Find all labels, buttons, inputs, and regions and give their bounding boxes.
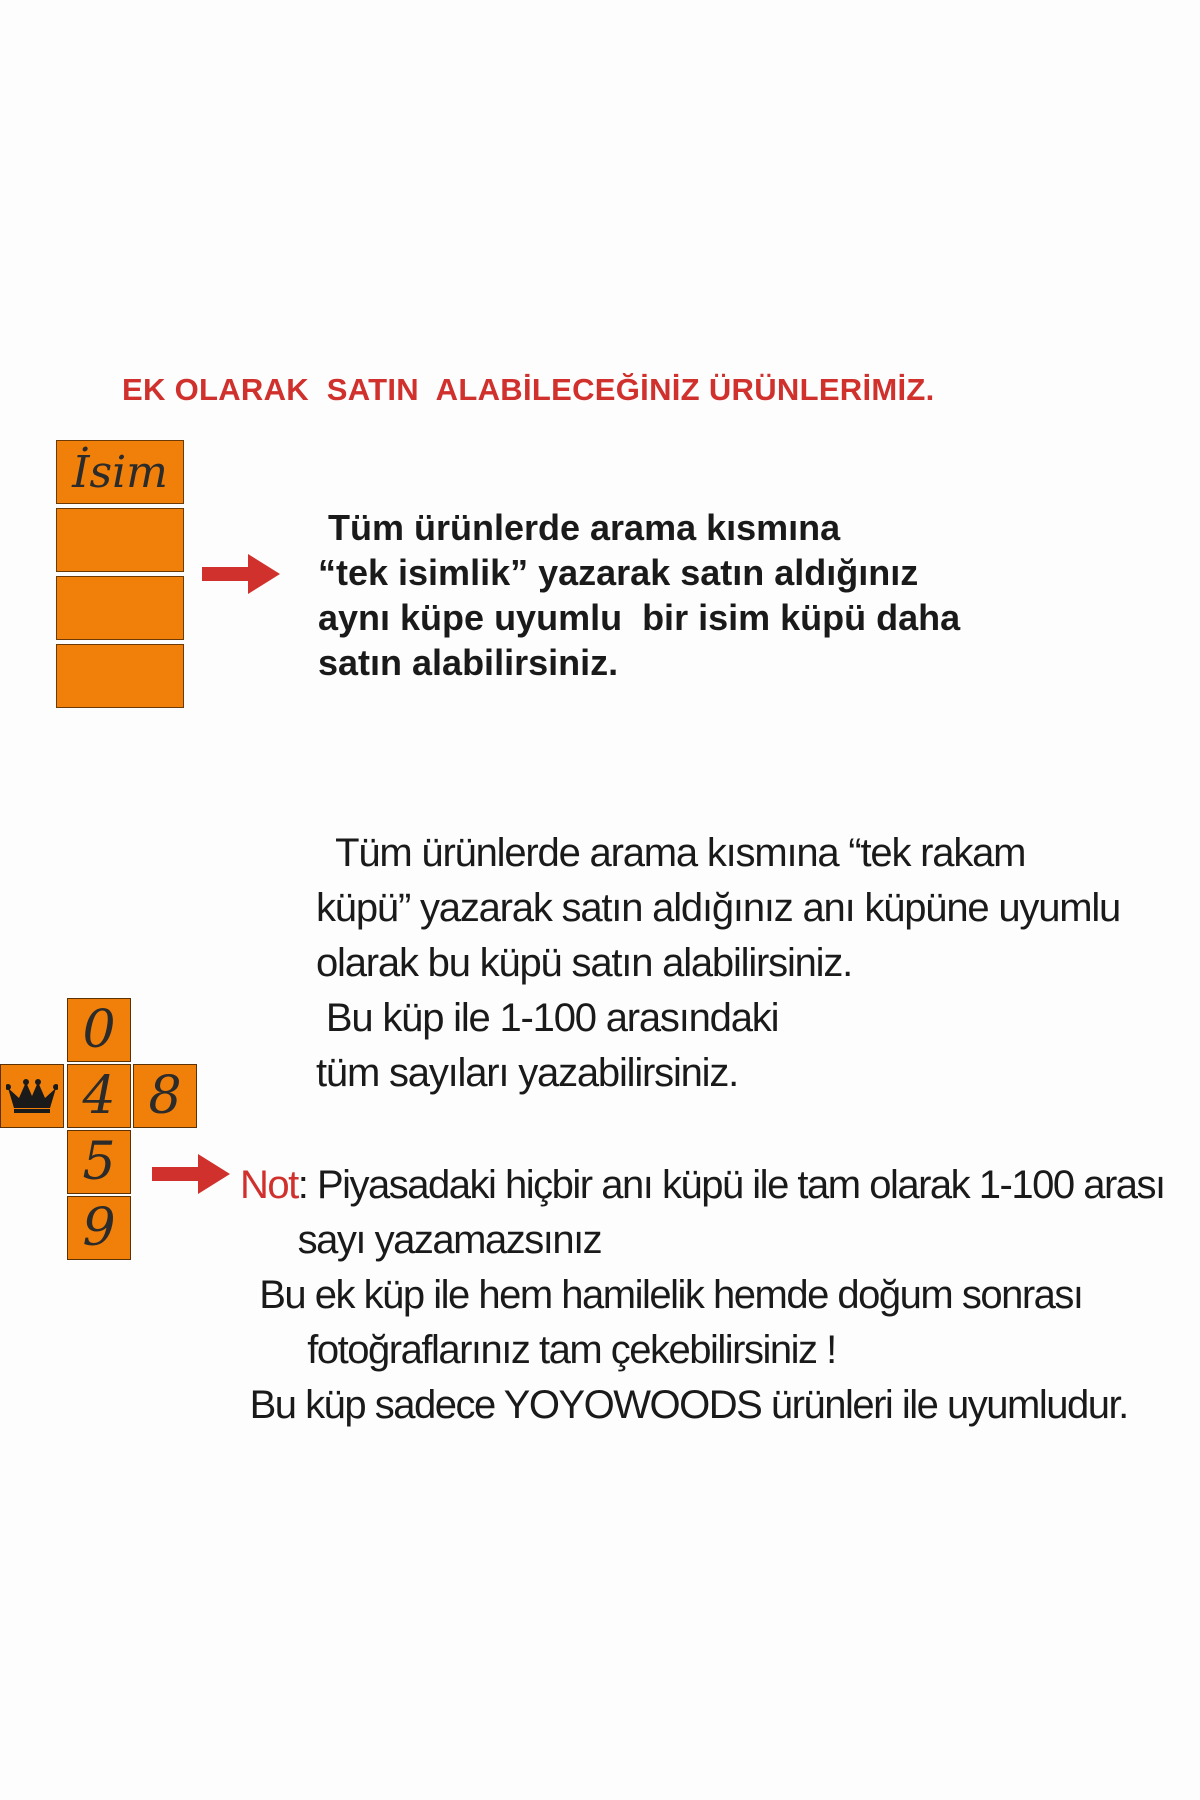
red-arrow-icon bbox=[202, 554, 280, 594]
number-cube-face-top: 0 bbox=[67, 998, 131, 1062]
number-cube-description bbox=[316, 826, 1120, 1101]
text-line: Tüm ürünlerde arama kısmına bbox=[318, 507, 841, 548]
number-cube-face-center: 4 bbox=[67, 1064, 131, 1128]
red-arrow-icon bbox=[152, 1154, 230, 1194]
text-line: Bu küp ile 1-100 arasındaki bbox=[316, 996, 779, 1040]
name-cube-blank-cell bbox=[56, 508, 184, 572]
name-cube-strip bbox=[56, 440, 186, 712]
text-line: fotoğraflarınız tam çekebilirsiniz ! bbox=[240, 1328, 836, 1372]
note-label: Not bbox=[240, 1163, 298, 1207]
name-cube-description bbox=[318, 505, 960, 685]
crown-icon bbox=[6, 1078, 58, 1114]
note-text: : Piyasadaki hiçbir anı küpü ile tam olarak 1-100 arası bbox=[297, 1163, 1165, 1207]
number-cube-face-left bbox=[0, 1064, 64, 1128]
number-cube-face-back: 9 bbox=[67, 1196, 131, 1260]
page-heading: EK OLARAK SATIN ALABİLECEĞİNİZ ÜRÜNLERİMİZ. bbox=[122, 372, 935, 407]
text-line: Bu küp sadece YOYOWOODS ürünleri ile uyumludur. bbox=[240, 1383, 1128, 1427]
text-line: Bu ek küp ile hem hamilelik hemde doğum sonrası bbox=[240, 1273, 1083, 1317]
name-cube-label-cell bbox=[56, 440, 184, 504]
note-first-line bbox=[240, 1158, 1200, 1213]
name-cube-blank-cell bbox=[56, 644, 184, 708]
text-line: Tüm ürünlerde arama kısmına “tek rakam bbox=[316, 831, 1026, 875]
text-line: olarak bu küpü satın alabilirsiniz. bbox=[316, 941, 853, 985]
text-line: “tek isimlik” yazarak satın aldığınız bbox=[318, 552, 919, 593]
text-line: tüm sayıları yazabilirsiniz. bbox=[316, 1051, 739, 1095]
text-line: küpü” yazarak satın aldığınız anı küpüne uyumlu bbox=[316, 886, 1121, 930]
name-cube-label: İsim bbox=[72, 446, 168, 498]
text-line: aynı küpe uyumlu bir isim küpü daha bbox=[318, 597, 961, 638]
number-cube-face-bottom: 5 bbox=[67, 1130, 131, 1194]
note-section bbox=[240, 1158, 1200, 1433]
name-cube-blank-cell bbox=[56, 576, 184, 640]
text-line: satın alabilirsiniz. bbox=[318, 642, 619, 683]
text-line: sayı yazamazsınız bbox=[240, 1218, 602, 1262]
number-cube-face-right: 8 bbox=[133, 1064, 197, 1128]
